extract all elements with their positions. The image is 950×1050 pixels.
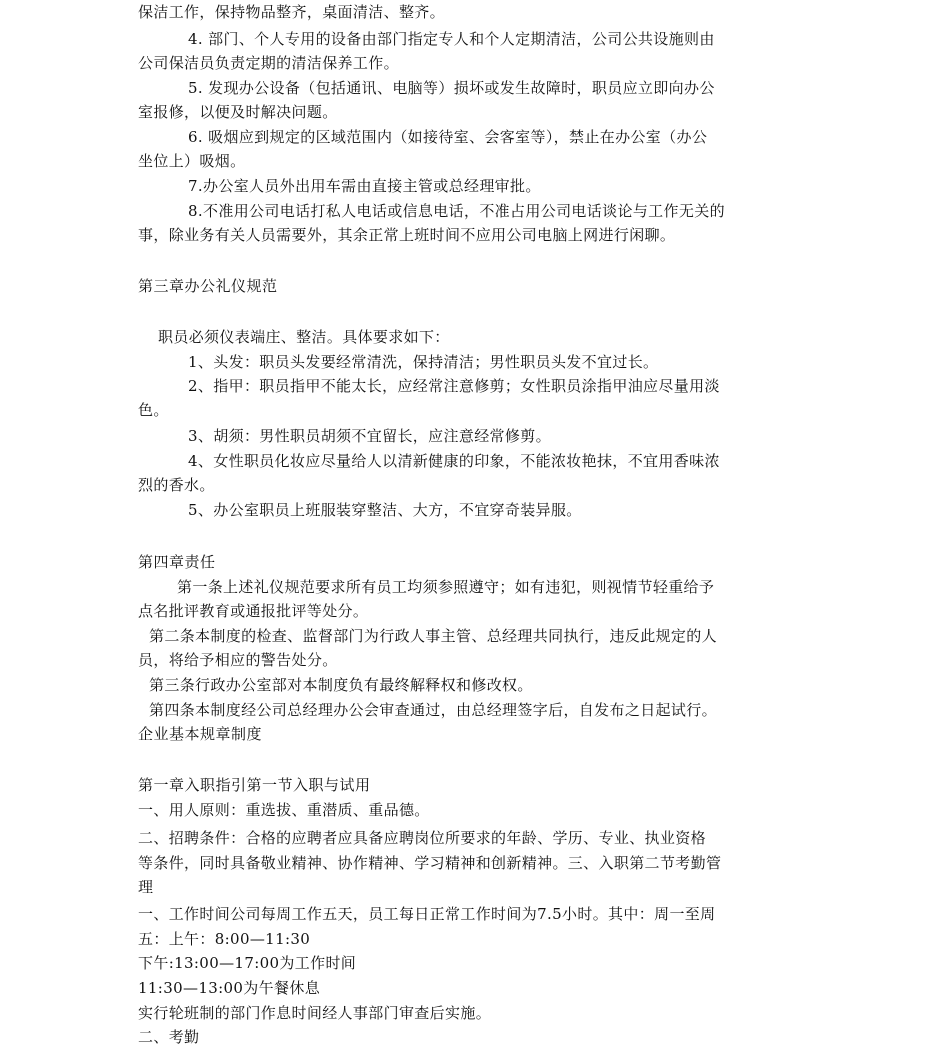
section-paragraph: 二、考勤 bbox=[138, 1028, 200, 1046]
etiquette-item-4: 4、女性职员化妆应尽量给人以清新健康的印象，不能浓妆艳抹，不宜用香味浓 bbox=[188, 452, 720, 470]
section-paragraph: 一、工作时间公司每周工作五天，员工每日正常工作时间为7.5小时。其中：周一至周 bbox=[138, 905, 716, 923]
text-line: 保洁工作，保持物品整齐，桌面清洁、整齐。 bbox=[138, 3, 446, 21]
article-3: 第三条行政办公室部对本制度负有最终解释权和修改权。 bbox=[149, 676, 533, 694]
etiquette-item-1: 1、头发：职员头发要经常清洗，保持清洁；男性职员头发不宜过长。 bbox=[188, 353, 659, 371]
section-paragraph: 一、用人原则：重选拔、重潜质、重品德。 bbox=[138, 801, 430, 819]
text-line: 理 bbox=[138, 878, 154, 896]
rule-item-4: 4. 部门、个人专用的设备由部门指定专人和个人定期清洁，公司公共设施则由 bbox=[188, 30, 715, 48]
rule-item-8: 8.不准用公司电话打私人电话或信息电话，不准占用公司电话谈论与工作无关的 bbox=[188, 202, 725, 220]
chapter-3-intro: 职员必须仪表端庄、整洁。具体要求如下： bbox=[158, 328, 450, 346]
etiquette-item-2: 2、指甲：职员指甲不能太长，应经常注意修剪；女性职员涂指甲油应尽量用淡 bbox=[188, 377, 720, 395]
text-line: 五：上午：8:00—11:30 bbox=[138, 930, 311, 948]
article-1: 第一条上述礼仪规范要求所有员工均须参照遵守；如有违犯，则视情节轻重给予 bbox=[177, 578, 715, 596]
text-line: 事，除业务有关人员需要外，其余正常上班时间不应用公司电脑上网进行闲聊。 bbox=[138, 226, 676, 244]
text-line: 员，将给予相应的警告处分。 bbox=[138, 651, 338, 669]
document-title: 企业基本规章制度 bbox=[138, 725, 263, 743]
rule-item-5: 5. 发现办公设备（包括通讯、电脑等）损坏或发生故障时，职员应立即向办公 bbox=[188, 79, 715, 97]
chapter-4-heading: 第四章责任 bbox=[138, 553, 216, 571]
rule-item-6: 6. 吸烟应到规定的区域范围内（如接待室、会客室等），禁止在办公室（办公 bbox=[188, 128, 708, 146]
text-line: 下午:13:00—17:00为工作时间 bbox=[138, 954, 357, 972]
chapter-3-heading: 第三章办公礼仪规范 bbox=[138, 277, 278, 295]
text-line: 实行轮班制的部门作息时间经人事部门审查后实施。 bbox=[138, 1004, 492, 1022]
article-4: 第四条本制度经公司总经理办公会审查通过，由总经理签字后，自发布之日起试行。 bbox=[149, 701, 717, 719]
text-line: 烈的香水。 bbox=[138, 476, 215, 494]
article-2: 第二条本制度的检查、监督部门为行政人事主管、总经理共同执行，违反此规定的人 bbox=[149, 627, 717, 645]
text-line: 等条件，同时具备敬业精神、协作精神、学习精神和创新精神。三、入职第二节考勤管 bbox=[138, 854, 722, 872]
rule-item-7: 7.办公室人员外出用车需由直接主管或总经理审批。 bbox=[188, 177, 541, 195]
chapter-1-heading: 第一章入职指引第一节入职与试用 bbox=[138, 776, 371, 794]
text-line: 室报修，以便及时解决问题。 bbox=[138, 103, 338, 121]
text-line: 公司保洁员负责定期的清洁保养工作。 bbox=[138, 54, 399, 72]
section-paragraph: 二、招聘条件：合格的应聘者应具备应聘岗位所要求的年龄、学历、专业、执业资格 bbox=[138, 829, 706, 847]
text-line: 色。 bbox=[138, 401, 169, 419]
etiquette-item-5: 5、办公室职员上班服装穿整洁、大方，不宜穿奇装异服。 bbox=[188, 501, 582, 519]
text-line: 点名批评教育或通报批评等处分。 bbox=[138, 602, 369, 620]
etiquette-item-3: 3、胡须：男性职员胡须不宜留长，应注意经常修剪。 bbox=[188, 427, 551, 445]
text-line: 11:30—13:00为午餐休息 bbox=[138, 979, 321, 997]
text-line: 坐位上）吸烟。 bbox=[138, 152, 246, 170]
